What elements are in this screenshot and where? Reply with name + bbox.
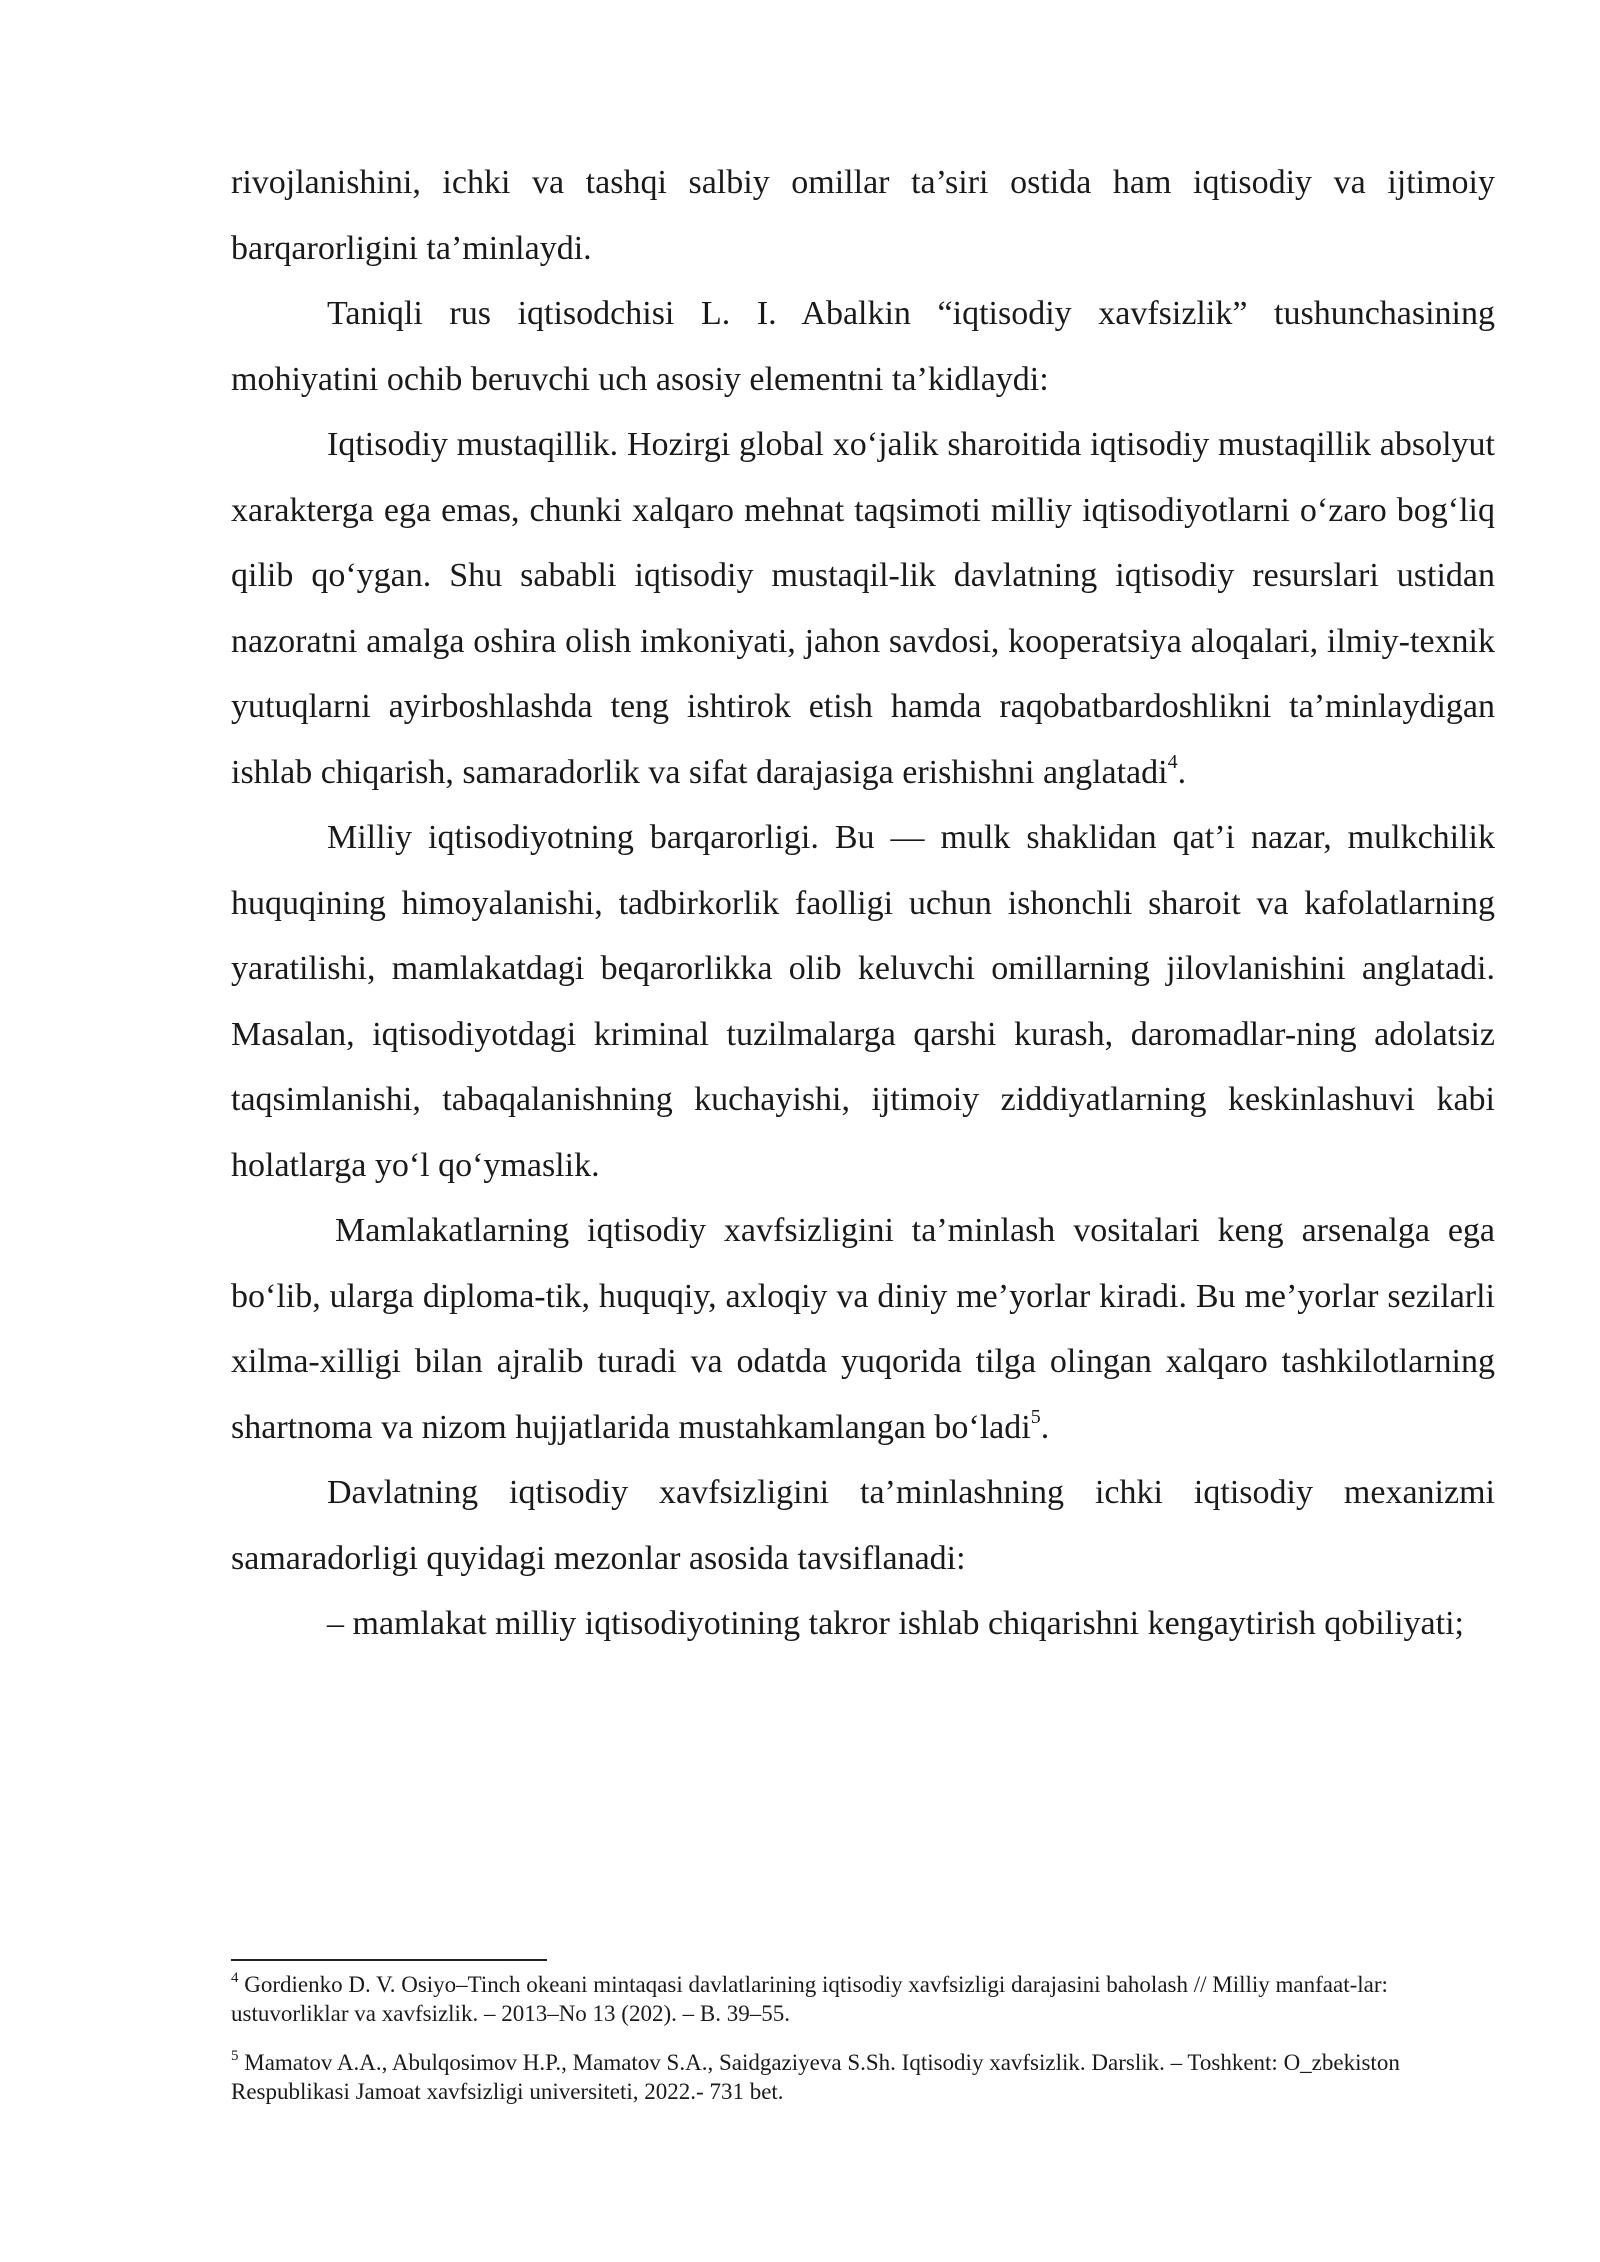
footnote-5 bbox=[231, 2048, 1495, 2106]
paragraph-economic-independence bbox=[231, 412, 1495, 805]
footnote-ref-4[interactable]: 4 bbox=[1167, 751, 1178, 774]
footnotes bbox=[231, 1970, 1495, 2126]
footnote-number: 5 bbox=[231, 2048, 239, 2065]
footnote-text: Mamatov A.A., Abulqosimov H.P., Mamatov S.A., Saidgaziyeva S.Sh. Iqtisodiy xavfsizlik. Darslik. – Toshkent: O_zbekiston Respublikasi Jamoat xavfsizligi universiteti, 2022.- 731 bet. bbox=[231, 2050, 1400, 2104]
body-text bbox=[231, 150, 1495, 1657]
paragraph-economic-stability bbox=[231, 805, 1495, 1198]
footnote-number: 4 bbox=[231, 1970, 239, 1987]
paragraph-security-means bbox=[231, 1198, 1495, 1460]
footnote-ref-5[interactable]: 5 bbox=[1030, 1406, 1041, 1429]
paragraph-text: rivojlanishini, ichki va tashqi salbiy omillar ta’siri ostida ham iqtisodiy va ijtimoiy barqarorligini ta’minlaydi. bbox=[231, 164, 1495, 267]
paragraph-text: Iqtisodiy mustaqillik. Hozirgi global xo‘jalik sharoitida iqtisodiy mustaqillik absolyut xarakterga ega emas, chunki xalqaro mehnat taqsimoti milliy iqtisodiyotlarni o‘zaro bog‘liq qilib qo‘ygan. Shu sababli iqtisodiy mustaqil-lik davlatning iqtisodiy resurslari ustidan nazoratni amalga oshira olish imkoniyati, jahon savdosi, kooperatsiya aloqalari, ilmiy-texnik yutuqlarni ayirboshlashda teng ishtirok etish hamda raqobatbardoshlikni ta’minlaydigan ishlab chiqarish, samaradorlik va sifat darajasiga erishishni anglatadi bbox=[231, 426, 1495, 791]
paragraph-internal-mechanism bbox=[231, 1460, 1495, 1591]
paragraph-tail: . bbox=[1177, 753, 1187, 791]
paragraph-text: Mamlakatlarning iqtisodiy xavfsizligini ta’minlash vositalari keng arsenalga ega bo‘lib, ularga diploma-tik, huquqiy, axloqiy va diniy me’yorlar kiradi. Bu me’yorlar sezilarli xilma-xilligi bilan ajralib turadi va odatda yuqorida tilga olingan xalqaro tashkilotlarning shartnoma va nizom hujjatlarida mustahkamlangan bo‘ladi bbox=[231, 1212, 1495, 1446]
paragraph-text: – mamlakat milliy iqtisodiyotining takror ishlab chiqarishni kengaytirish qobiliyati; bbox=[327, 1605, 1464, 1642]
footnote-separator bbox=[231, 1959, 547, 1961]
paragraph-text: Taniqli rus iqtisodchisi L. I. Abalkin “iqtisodiy xavfsizlik” tushunchasining mohiyatini ochib beruvchi uch asosiy elementni ta’kidlaydi: bbox=[231, 295, 1495, 398]
list-item-criterion bbox=[231, 1591, 1495, 1657]
footnote-4 bbox=[231, 1970, 1495, 2028]
footnote-text: Gordienko D. V. Osiyo–Tinch okeani mintaqasi davlatlarining iqtisodiy xavfsizligi darajasini baholash // Milliy manfaat-lar: ustuvorliklar va xavfsizlik. – 2013–No 13 (202). – B. 39–55. bbox=[231, 1972, 1388, 2026]
paragraph-tail: . bbox=[1040, 1408, 1050, 1446]
paragraph-continuation bbox=[231, 150, 1495, 281]
paragraph-text: Milliy iqtisodiyotning barqarorligi. Bu — mulk shaklidan qat’i nazar, mulkchilik huquqining himoyalanishi, tadbirkorlik faolligi uchun ishonchli sharoit va kafolatlarning yaratilishi, mamlakatdagi beqarorlikka olib keluvchi omillarning jilovlanishini anglatadi. Masalan, iqtisodiyotdagi kriminal tuzilmalarga qarshi kurash, daromadlar-ning adolatsiz taqsimlanishi, tabaqalanishning kuchayishi, ijtimoiy ziddiyatlarning keskinlashuvi kabi holatlarga yo‘l qo‘ymaslik. bbox=[231, 819, 1495, 1184]
paragraph-text: Davlatning iqtisodiy xavfsizligini ta’minlashning ichki iqtisodiy mexanizmi samaradorligi quyidagi mezonlar asosida tavsiflanadi: bbox=[231, 1474, 1495, 1577]
paragraph-abalkin bbox=[231, 281, 1495, 412]
